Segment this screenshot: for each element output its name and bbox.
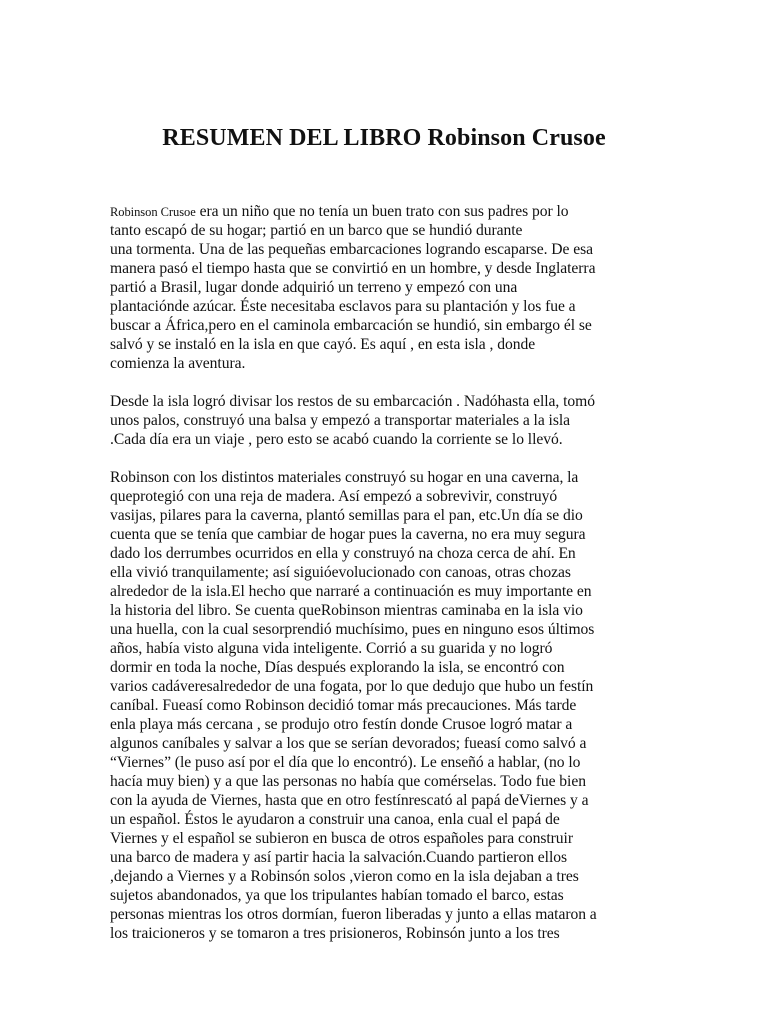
paragraph-line: años, había visto alguna vida inteligente. Corrió a su guarida y no logró [110, 640, 553, 657]
line-text: era un niño que no tenía un buen trato con sus padres por lo [195, 203, 569, 220]
paragraph-line: dado los derrumbes ocurridos en ella y construyó na choza cerca de ahí. En [110, 545, 576, 562]
paragraph-line: ella vivió tranquilamente; así siguióevolucionado con canoas, otras chozas [110, 564, 571, 581]
paragraph-1 [110, 202, 658, 373]
paragraph-line: buscar a África,pero en el caminola embarcación se hundió, sin embargo él se [110, 317, 592, 334]
paragraph-line: Robinson con los distintos materiales construyó su hogar en una caverna, la [110, 469, 579, 486]
paragraph-line: “Viernes” (le puso así por el día que lo encontró). Le enseñó a hablar, (no lo [110, 754, 581, 771]
paragraph-line: la historia del libro. Se cuenta queRobinson mientras caminaba en la isla vio [110, 602, 583, 619]
paragraph-line: sujetos abandonados, ya que los tripulantes habían tomado el barco, estas [110, 887, 564, 904]
paragraph-line: ,dejando a Viernes y a Robinsón solos ,vieron como en la isla dejaban a tres [110, 868, 579, 885]
paragraph-line: los traicioneros y se tomaron a tres prisioneros, Robinsón junto a los tres [110, 925, 560, 942]
paragraph-3 [110, 468, 658, 943]
paragraph-line: Viernes y el español se subieron en busca de otros españoles para construir [110, 830, 573, 847]
paragraph-line: salvó y se instaló en la isla en que cayó. Es aquí , en esta isla , donde [110, 336, 536, 353]
paragraph-line: tanto escapó de su hogar; partió en un barco que se hundió durante [110, 222, 523, 239]
paragraph-line: comienza la aventura. [110, 355, 246, 372]
paragraph-line: personas mientras los otros dormían, fueron liberadas y junto a ellas mataron a [110, 906, 597, 923]
paragraph-line: unos palos, construyó una balsa y empezó a transportar materiales a la isla [110, 412, 571, 429]
paragraph-line: cuenta que se tenía que cambiar de hogar pues la caverna, no era muy segura [110, 526, 586, 543]
paragraph-line: una tormenta. Una de las pequeñas embarcaciones logrando escaparse. De esa [110, 241, 593, 258]
paragraph-line: varios cadáveresalrededor de una fogata, por lo que dedujo que hubo un festín [110, 678, 594, 695]
book-name-lead: Robinson Crusoe [110, 205, 196, 219]
paragraph-line: con la ayuda de Viernes, hasta que en otro festínrescató al papá deViernes y a [110, 792, 589, 809]
paragraph-line: dormir en toda la noche, Días después explorando la isla, se encontró con [110, 659, 565, 676]
paragraph-line: queprotegió con una reja de madera. Así empezó a sobrevivir, construyó [110, 488, 558, 505]
paragraph-line: vasijas, pilares para la caverna, plantó semillas para el pan, etc.Un día se dio [110, 507, 583, 524]
paragraph-2 [110, 392, 658, 449]
paragraph-line: una huella, con la cual sesorprendió muchísimo, pues en ninguno esos últimos [110, 621, 595, 638]
paragraph-line: alrededor de la isla.El hecho que narraré a continuación es muy importante en [110, 583, 592, 600]
paragraph-line: Desde la isla logró divisar los restos de su embarcación . Nadóhasta ella, tomó [110, 393, 595, 410]
document-body [110, 202, 658, 962]
paragraph-line [110, 202, 658, 221]
document-title: RESUMEN DEL LIBRO Robinson Crusoe [162, 125, 606, 151]
paragraph-line: plantaciónde azúcar. Éste necesitaba esclavos para su plantación y los fue a [110, 298, 576, 315]
paragraph-line: enla playa más cercana , se produjo otro festín donde Crusoe logró matar a [110, 716, 573, 733]
paragraph-line: un español. Éstos le ayudaron a construir una canoa, enla cual el papá de [110, 811, 560, 828]
paragraph-line: una barco de madera y así partir hacia la salvación.Cuando partieron ellos [110, 849, 567, 866]
paragraph-line: partió a Brasil, lugar donde adquirió un terreno y empezó con una [110, 279, 518, 296]
paragraph-line: caníbal. Fueasí como Robinson decidió tomar más precauciones. Más tarde [110, 697, 577, 714]
paragraph-line: algunos caníbales y salvar a los que se serían devorados; fueasí como salvó a [110, 735, 587, 752]
paragraph-line: .Cada día era un viaje , pero esto se acabó cuando la corriente se lo llevó. [110, 431, 563, 448]
paragraph-line: hacía muy bien) y a que las personas no había que comérselas. Todo fue bien [110, 773, 586, 790]
paragraph-line: manera pasó el tiempo hasta que se convirtió en un hombre, y desde Inglaterra [110, 260, 596, 277]
